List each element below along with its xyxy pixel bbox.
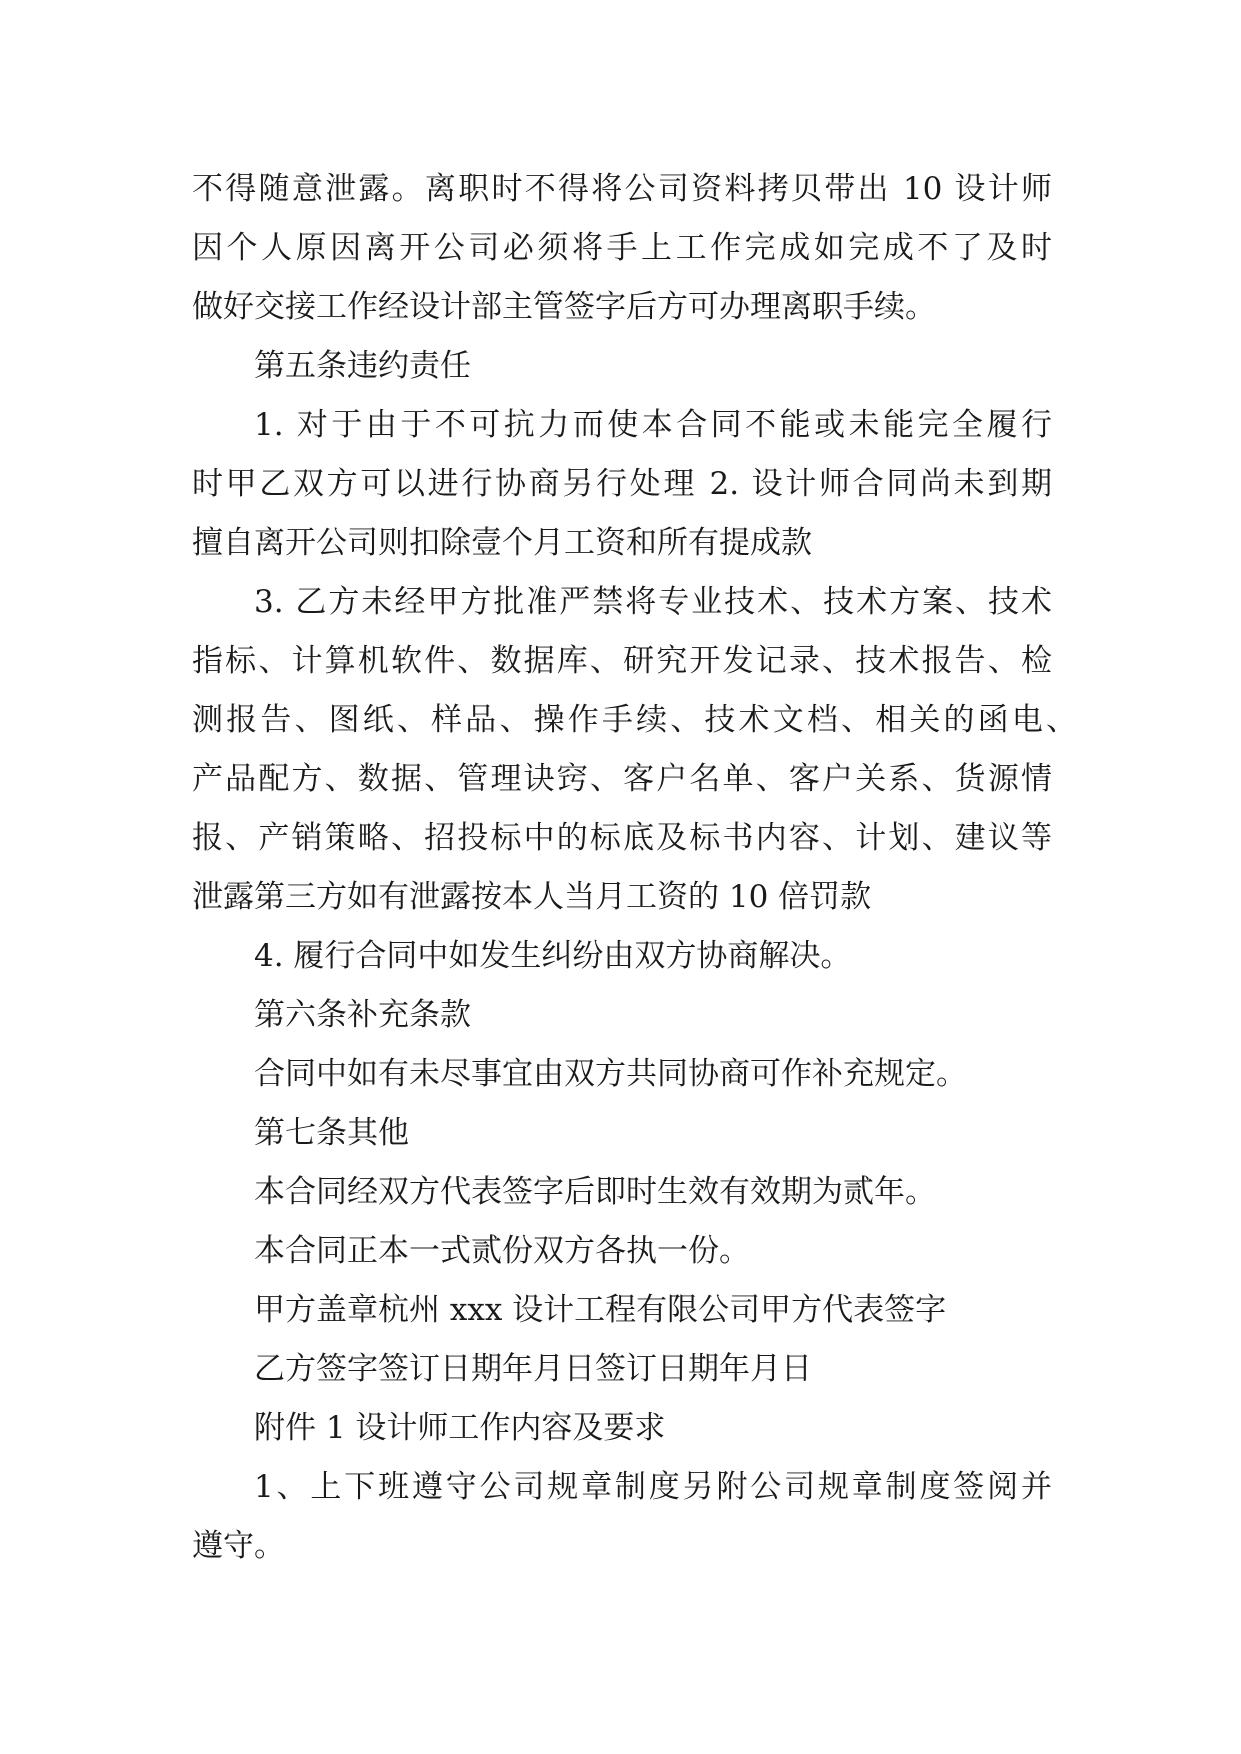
text-line: 因个人原因离开公司必须将手上工作完成如完成不了及时	[192, 230, 1052, 266]
text-line: 1. 对于由于不可抗力而使本合同不能或未能完全履行	[254, 407, 1052, 443]
section-heading-article-6: 第六条补充条款	[254, 997, 471, 1033]
text-line: 做好交接工作经设计部主管签字后方可办理离职手续。	[192, 289, 936, 325]
document-body	[192, 160, 1077, 1576]
text-line: 本合同正本一式贰份双方各执一份。	[254, 1233, 750, 1269]
text-line: 测报告、图纸、样品、操作手续、技术文档、相关的函电、	[192, 702, 1077, 738]
text-line: 产品配方、数据、管理诀窍、客户名单、客户关系、货源情	[192, 761, 1052, 797]
text-line: 1、上下班遵守公司规章制度另附公司规章制度签阅并	[254, 1469, 1052, 1505]
text-line: 报、产销策略、招投标中的标底及标书内容、计划、建议等	[192, 820, 1052, 856]
party-b-signature-line: 乙方签字签订日期年月日签订日期年月日	[254, 1351, 812, 1387]
appendix-heading: 附件 1 设计师工作内容及要求	[254, 1410, 666, 1446]
text-line: 3. 乙方未经甲方批准严禁将专业技术、技术方案、技术	[254, 584, 1052, 620]
section-heading-article-7: 第七条其他	[254, 1115, 409, 1151]
text-line: 指标、计算机软件、数据库、研究开发记录、技术报告、检	[192, 643, 1052, 679]
text-line: 本合同经双方代表签字后即时生效有效期为贰年。	[254, 1174, 936, 1210]
section-heading-article-5: 第五条违约责任	[254, 348, 471, 384]
text-line: 4. 履行合同中如发生纠纷由双方协商解决。	[254, 938, 852, 974]
text-line: 不得随意泄露。离职时不得将公司资料拷贝带出 10 设计师	[192, 171, 1052, 207]
text-line: 合同中如有未尽事宜由双方共同协商可作补充规定。	[254, 1056, 967, 1092]
text-line: 泄露第三方如有泄露按本人当月工资的 10 倍罚款	[192, 879, 872, 915]
text-line: 擅自离开公司则扣除壹个月工资和所有提成款	[192, 525, 812, 561]
text-line: 时甲乙双方可以进行协商另行处理 2. 设计师合同尚未到期	[192, 466, 1052, 502]
party-a-signature-line: 甲方盖章杭州 xxx 设计工程有限公司甲方代表签字	[254, 1292, 947, 1328]
text-line: 遵守。	[192, 1528, 285, 1564]
